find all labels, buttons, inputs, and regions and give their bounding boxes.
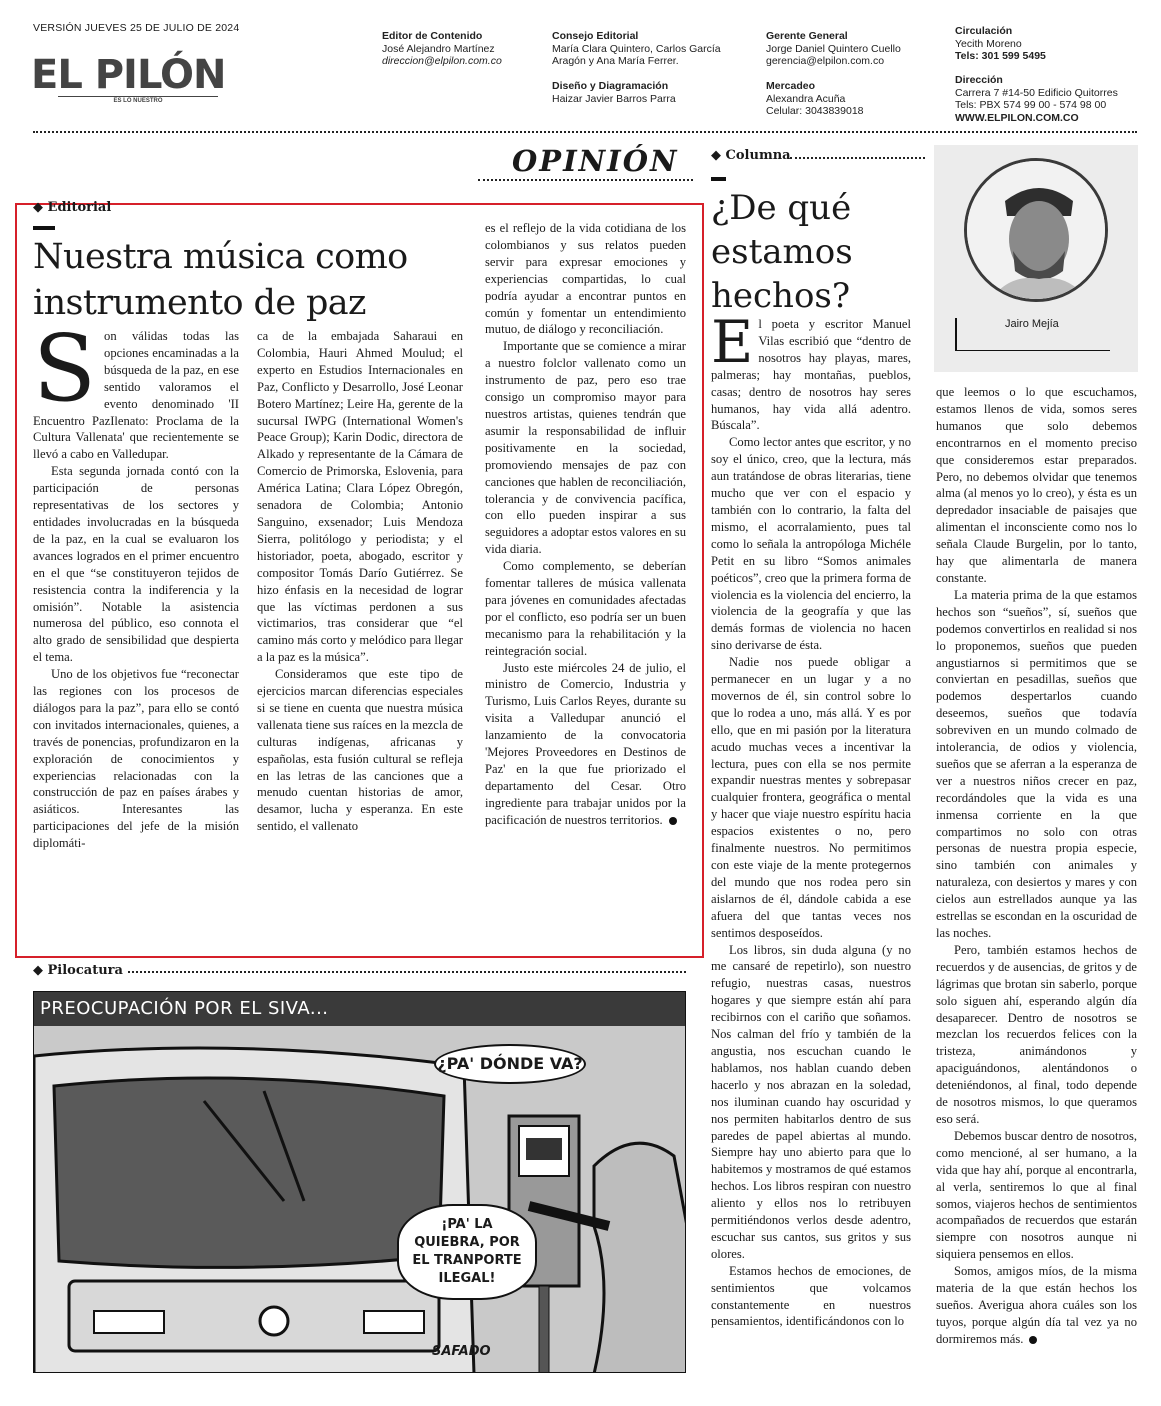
section-title: OPINIÓN <box>512 144 679 178</box>
end-mark-icon <box>669 817 677 825</box>
newspaper-logo[interactable]: EL PILÓN <box>31 52 226 98</box>
paragraph: La materia prima de la que estamos hechos son “sueños”, sí, sueños que podemos convertirlos en realidad si nos lo proponemos, sueños que pueden angustiarnos si permitimos que se conviertan en pesadillas, sueños que podemos despertarlos cuando deseemos, sueños que todavía sobreviven en un mundo colmado de intolerancia, de odios y violencia, sueños que se aferran a la esperanza de ver a nuestros niños crecer en paz, recordándoles que la vida es una inmensa corriente en la que compartimos no solo con otras personas de nuestra propia especie, sino también con animales y naturaleza, con desiertos y mares y con cielos aun estrellados aunque ya las estrellas se escondan en la oscuridad de las noches. <box>936 587 1137 940</box>
diamond-icon: ◆ <box>33 200 43 215</box>
credit-role: Mercadeo <box>766 80 816 92</box>
credit-role: Consejo Editorial <box>552 30 639 42</box>
credit-line: Yecith Moreno <box>955 37 1022 50</box>
credit-board <box>552 30 742 68</box>
credit-address <box>955 74 1155 124</box>
credit-line: Carrera 7 #14-50 Edificio Quitorres <box>955 86 1118 99</box>
paragraph: Debemos buscar dentro de nosotros, como mencioné, al ser humano, a la vida que hay ahí, porque al encontrarla, al verla, sentiremos lo que al final somos, viajeros hechos de sentimientos acompañados de recuerdos que estarán siempre con nosotros aunque ni siquiera pensemos en ellos. <box>936 1128 1137 1262</box>
pilocatura-divider <box>128 971 686 973</box>
paragraph: Consideramos que este tipo de ejercicios marcan diferencias especiales si se tiene en cuenta que nuestra música vallenata tiene sus raíces en la mezcla de culturas indígenas, africanas y españolas, esta fusión cultural se refleja en las letras de las canciones que a menudo cuentan historias de amor, desamor, lucha y esperanza. En este sentido, el vallenato <box>257 667 463 834</box>
paragraph: Justo este miércoles 24 de julio, el ministro de Comercio, Industria y Turismo, Luis Carlos Reyes, durante su visita a Valledupar anunció el lanzamiento de la convocatoria 'Mejores Proveedores en Destinos de Paz' en la que fue priorizado el departamento del Cesar. Otro ingrediente para trabajar unidos por la pacificación de nuestros territorios. <box>485 660 686 827</box>
speech-bubble-answer: ¡PA' LA QUIEBRA, POR EL TRANPORTE ILEGAL! <box>397 1204 537 1300</box>
editorial-headline: Nuestra música como instrumento de paz <box>33 237 408 323</box>
drop-cap: E <box>711 308 754 376</box>
credit-line: Tels: PBX 574 99 00 - 574 98 00 <box>955 99 1107 111</box>
editorial-column-3 <box>485 220 686 829</box>
cartoon-title: PREOCUPACIÓN POR EL SIVA... <box>34 992 685 1026</box>
author-avatar <box>964 158 1108 302</box>
diamond-icon: ◆ <box>33 963 43 978</box>
credit-role: Diseño y Diagramación <box>552 80 669 92</box>
bus-illustration <box>34 1026 686 1373</box>
editorial-column-1 <box>33 315 239 852</box>
paragraph: Somos, amigos míos, de la misma materia de la que están hechos los sueños. Averigua ahora cuáles son los tuyos, porque algún día tal vez ya no dormiremos más. <box>936 1264 1137 1346</box>
author-underline <box>955 350 1110 351</box>
paragraph: Como lector antes que escritor, y no soy el único, creo, que la lectura, más aun tratándose de obras literarias, tiene mucho que ver con el espacio y también con lo contrario, la falta del mismo, el acorralamiento, pues tal como lo señala la antropóloga Michéle Petit en su libro “Somos animales poéticos”, creo que la primera forma de violencia es la violencia del encierro, la violencia de la geografía y que las demás formas de violencia no hacen sino derivarse de ésta. <box>711 435 911 653</box>
column-body-2 <box>936 384 1137 1348</box>
author-name: Jairo Mejía <box>1005 318 1059 330</box>
pen-icon <box>955 318 957 350</box>
paragraph: Nadie nos puede obligar a permanecer en un lugar y a no movernos de él, sin control sobre lo que lo rodea a uno, más allá. Y es por ello, que en mi pasión por la literatura acudo muchas veces a incentivar la lectura, pues con ella se nos permite expandir nuestras mentes y sobrepasar cualquier frontera, geográfica o mental y hacer que viaje nuestro espíritu hacia espacios existentes o no, pero finalmente nuestros. No permitimos con este viaje de la mente protegernos del mundo que nos rodea pero sin aislarnos de él, dándole cabida a ese afuera del que tantas veces nos sentimos desposeídos. <box>711 655 911 940</box>
paragraph: Estamos hechos de emociones, de sentimientos que volcamos constantemente en nuestros pensamientos, identificándonos con lo <box>711 1263 911 1329</box>
paragraph: Esta segunda jornada contó con la participación de personas representativas de los sectores y entidades involucradas en la búsqueda de la paz, en la cual se evaluaron los avances logrados en el primer encuentro en el que “se constituyeron tejidos de resistencia contra la indiferencia y la omisión”. Notable la asistencia numerosa del público, eso connota el alto grado de sensibilidad que despierta el tema. <box>33 464 239 665</box>
paragraph: Pero, también estamos hechos de recuerdos y de ausencias, de gritos y de lágrimas que brotan sin saberlo, porque solo siguen ahí, esperando algún día desaparecer. Dentro de nosotros se mezclan los recuerdos felices con la tristeza, animándonos y apaciguándonos, alentándonos o deteniéndonos, al final, todo depende de nosotros mismos, lo que queramos eso será. <box>936 942 1137 1126</box>
credit-email[interactable]: gerencia@elpilon.com.co <box>766 55 885 67</box>
column-kicker <box>711 148 791 163</box>
edition-date: VERSIÓN JUEVES 25 DE JULIO DE 2024 <box>33 22 240 34</box>
end-mark-icon <box>1029 1336 1037 1344</box>
kicker-label: Editorial <box>47 200 112 215</box>
drop-cap: S <box>33 315 97 422</box>
column-body-1 <box>711 308 911 1330</box>
paragraph: El poeta y escritor Manuel Vilas escribió que “dentro de nosotros hay playas, mares, palmeras; hay montañas, pueblos, casas; dentro de nosotros hay seres humanos, hay vida allá adentro. Búscala”. <box>711 308 911 433</box>
kicker-label: Pilocatura <box>47 963 123 978</box>
paragraph: Los libros, sin duda alguna (y no me cansaré de repetirlo), son nuestro refugio, nuestras casas, nuestros hogares y que siempre están ahí para recibirnos con el cariño que soñamos. Nos calman del frío y también de la angustia, nos escuchan cuando le hablamos, nos hablan cuando deben hacerlo y nos abrazan en la soledad, nos iluminan cuando hay oscuridad y nos permiten habitarlos dentro de sus paredes de papel abiertas al mundo. Siempre hay uno abierto para que lo habitemos y mostramos de qué estamos hechos. Los libros respiran con nuestro aliento y ellos nos lo retribuyen permitiéndonos verlos desde adentro, escuchar sus cantos, sus gritos y sus olores. <box>711 942 911 1261</box>
pilocatura-kicker <box>33 963 123 978</box>
editorial-column-2 <box>257 328 463 835</box>
credit-line: Aragón y Ana María Ferrer. <box>552 55 679 67</box>
paragraph: que leemos o lo que escuchamos, estamos llenos de vida, somos seres humanos que solo debemos encontrarnos en el momento preciso que consideremos estar preparados. Pero, no debemos olvidar que tenemos alma (al menos yo lo creo), y ésta es un depredador insaciable de paisajes que alimentan el inconsciente como nos lo señala Claude Burgelin, por lo tanto, hay que alimentarla de manera constante. <box>936 385 1137 585</box>
paragraph: Son válidas todas las opciones encaminadas a la búsqueda de la paz, en ese sentido valoramos el evento denominado 'II Encuentro PazIlenato: Proclama de la Cultura Vallenata' que recientemente se llevó a cabo en Valledupar. <box>33 315 239 462</box>
credit-line: Haizar Javier Barros Parra <box>552 92 676 105</box>
paragraph: ca de la embajada Saharaui en Colombia, Hauri Ahmed Moulud; el experto en Estudios Internacionales en Paz, Conflicto y Desarrollo, José Leonar Botero Martínez; Leire Ha, gerente de la sucursal IWPG (International Women's Peace Group); Karin Dodic, directora de Alkado y representante de la Cámara de Comercio de Primorska, Eslovenia, para América Latina; Clara López Obregón, senadora de Colombia; Antonio Sanguino, exsenador; Luis Mendoza Sierra, politólogo y periodista; y el historiador, poeta, abogado, escritor y compositor Tomás Darío Gutiérrez. Se hizo énfasis en la necesidad de lograr que las víctimas perdonen a sus victimarios, tras considerar que “el camino más corto y melódico para llegar a la paz es la música”. <box>257 329 463 665</box>
credit-role: Editor de Contenido <box>382 30 483 42</box>
credit-line: Tels: 301 599 5495 <box>955 50 1046 62</box>
website-link[interactable]: WWW.ELPILON.COM.CO <box>955 111 1079 124</box>
paragraph: Importante que se comience a mirar a nuestro folclor vallenato como un instrumento de paz, pero eso trae consigo un compromiso mayor para nuestros artistas, quienes tendrán que asumir la responsabilidad de influir positivamente en la sociedad, promoviendo mensajes de paz con canciones que hablen de reconciliación, tolerancia y de convivencia pacífica, con ello pueden inspirar a sus seguidores a adoptar estos valores en su vida diaria. <box>485 339 686 557</box>
credit-role: Dirección <box>955 74 1003 86</box>
credit-line: Jorge Daniel Quintero Cuello <box>766 42 901 55</box>
credit-editor <box>382 30 542 68</box>
column-divider <box>790 157 925 159</box>
credit-design <box>552 80 742 105</box>
credit-role: Gerente General <box>766 30 848 42</box>
column-headline: ¿De qué estamos hechos? <box>711 188 853 316</box>
section-underline <box>478 179 693 181</box>
editorial-cartoon <box>33 991 686 1373</box>
logo-tagline: ES LO NUESTRO <box>58 96 218 104</box>
credit-line: Alexandra Acuña <box>766 92 846 105</box>
speech-bubble-question: ¿PA' DÓNDE VA? <box>434 1044 586 1084</box>
paragraph: Uno de los objetivos fue “reconectar las regiones con los procesos de diálogos para la paz”, para ello se contó con invitados internacionales, quienes, a través de ponencias, profundizaron en la exploración de conocimientos y experiencias relacionadas con la construcción de paz en países árabes y asiáticos. Interesantes las participaciones del jefe de la misión diplomáti- <box>33 667 239 851</box>
credit-role: Circulación <box>955 25 1013 37</box>
kicker-bar <box>711 177 726 181</box>
credit-line: José Alejandro Martínez <box>382 42 495 55</box>
editorial-kicker <box>33 200 111 215</box>
paragraph: Como complemento, se deberían fomentar talleres de música vallenata para jóvenes en comunidades afectadas por el conflicto, eso podría ser un buen mecanismo para la rehabilitación y la reintegración social. <box>485 559 686 658</box>
credit-manager <box>766 30 936 68</box>
credit-circulation <box>955 25 1145 63</box>
credit-marketing <box>766 80 936 118</box>
diamond-icon: ◆ <box>711 148 721 163</box>
masthead-divider <box>33 131 1137 133</box>
cartoonist-signature: SAFADO <box>432 1344 491 1359</box>
credit-email[interactable]: direccion@elpilon.com.co <box>382 55 502 67</box>
paragraph: es el reflejo de la vida cotidiana de los colombianos y sus relatos pueden servir para expresar emociones y experiencias compartidas, lo cual podría ayudar a encontrar puntos en común y fomentar un entendimiento mutuo, de diálogo y reconciliación. <box>485 221 686 337</box>
credit-line: Celular: 3043839018 <box>766 105 864 117</box>
kicker-label: Columna <box>725 148 791 163</box>
kicker-bar <box>33 226 55 230</box>
credit-line: María Clara Quintero, Carlos García <box>552 42 721 55</box>
